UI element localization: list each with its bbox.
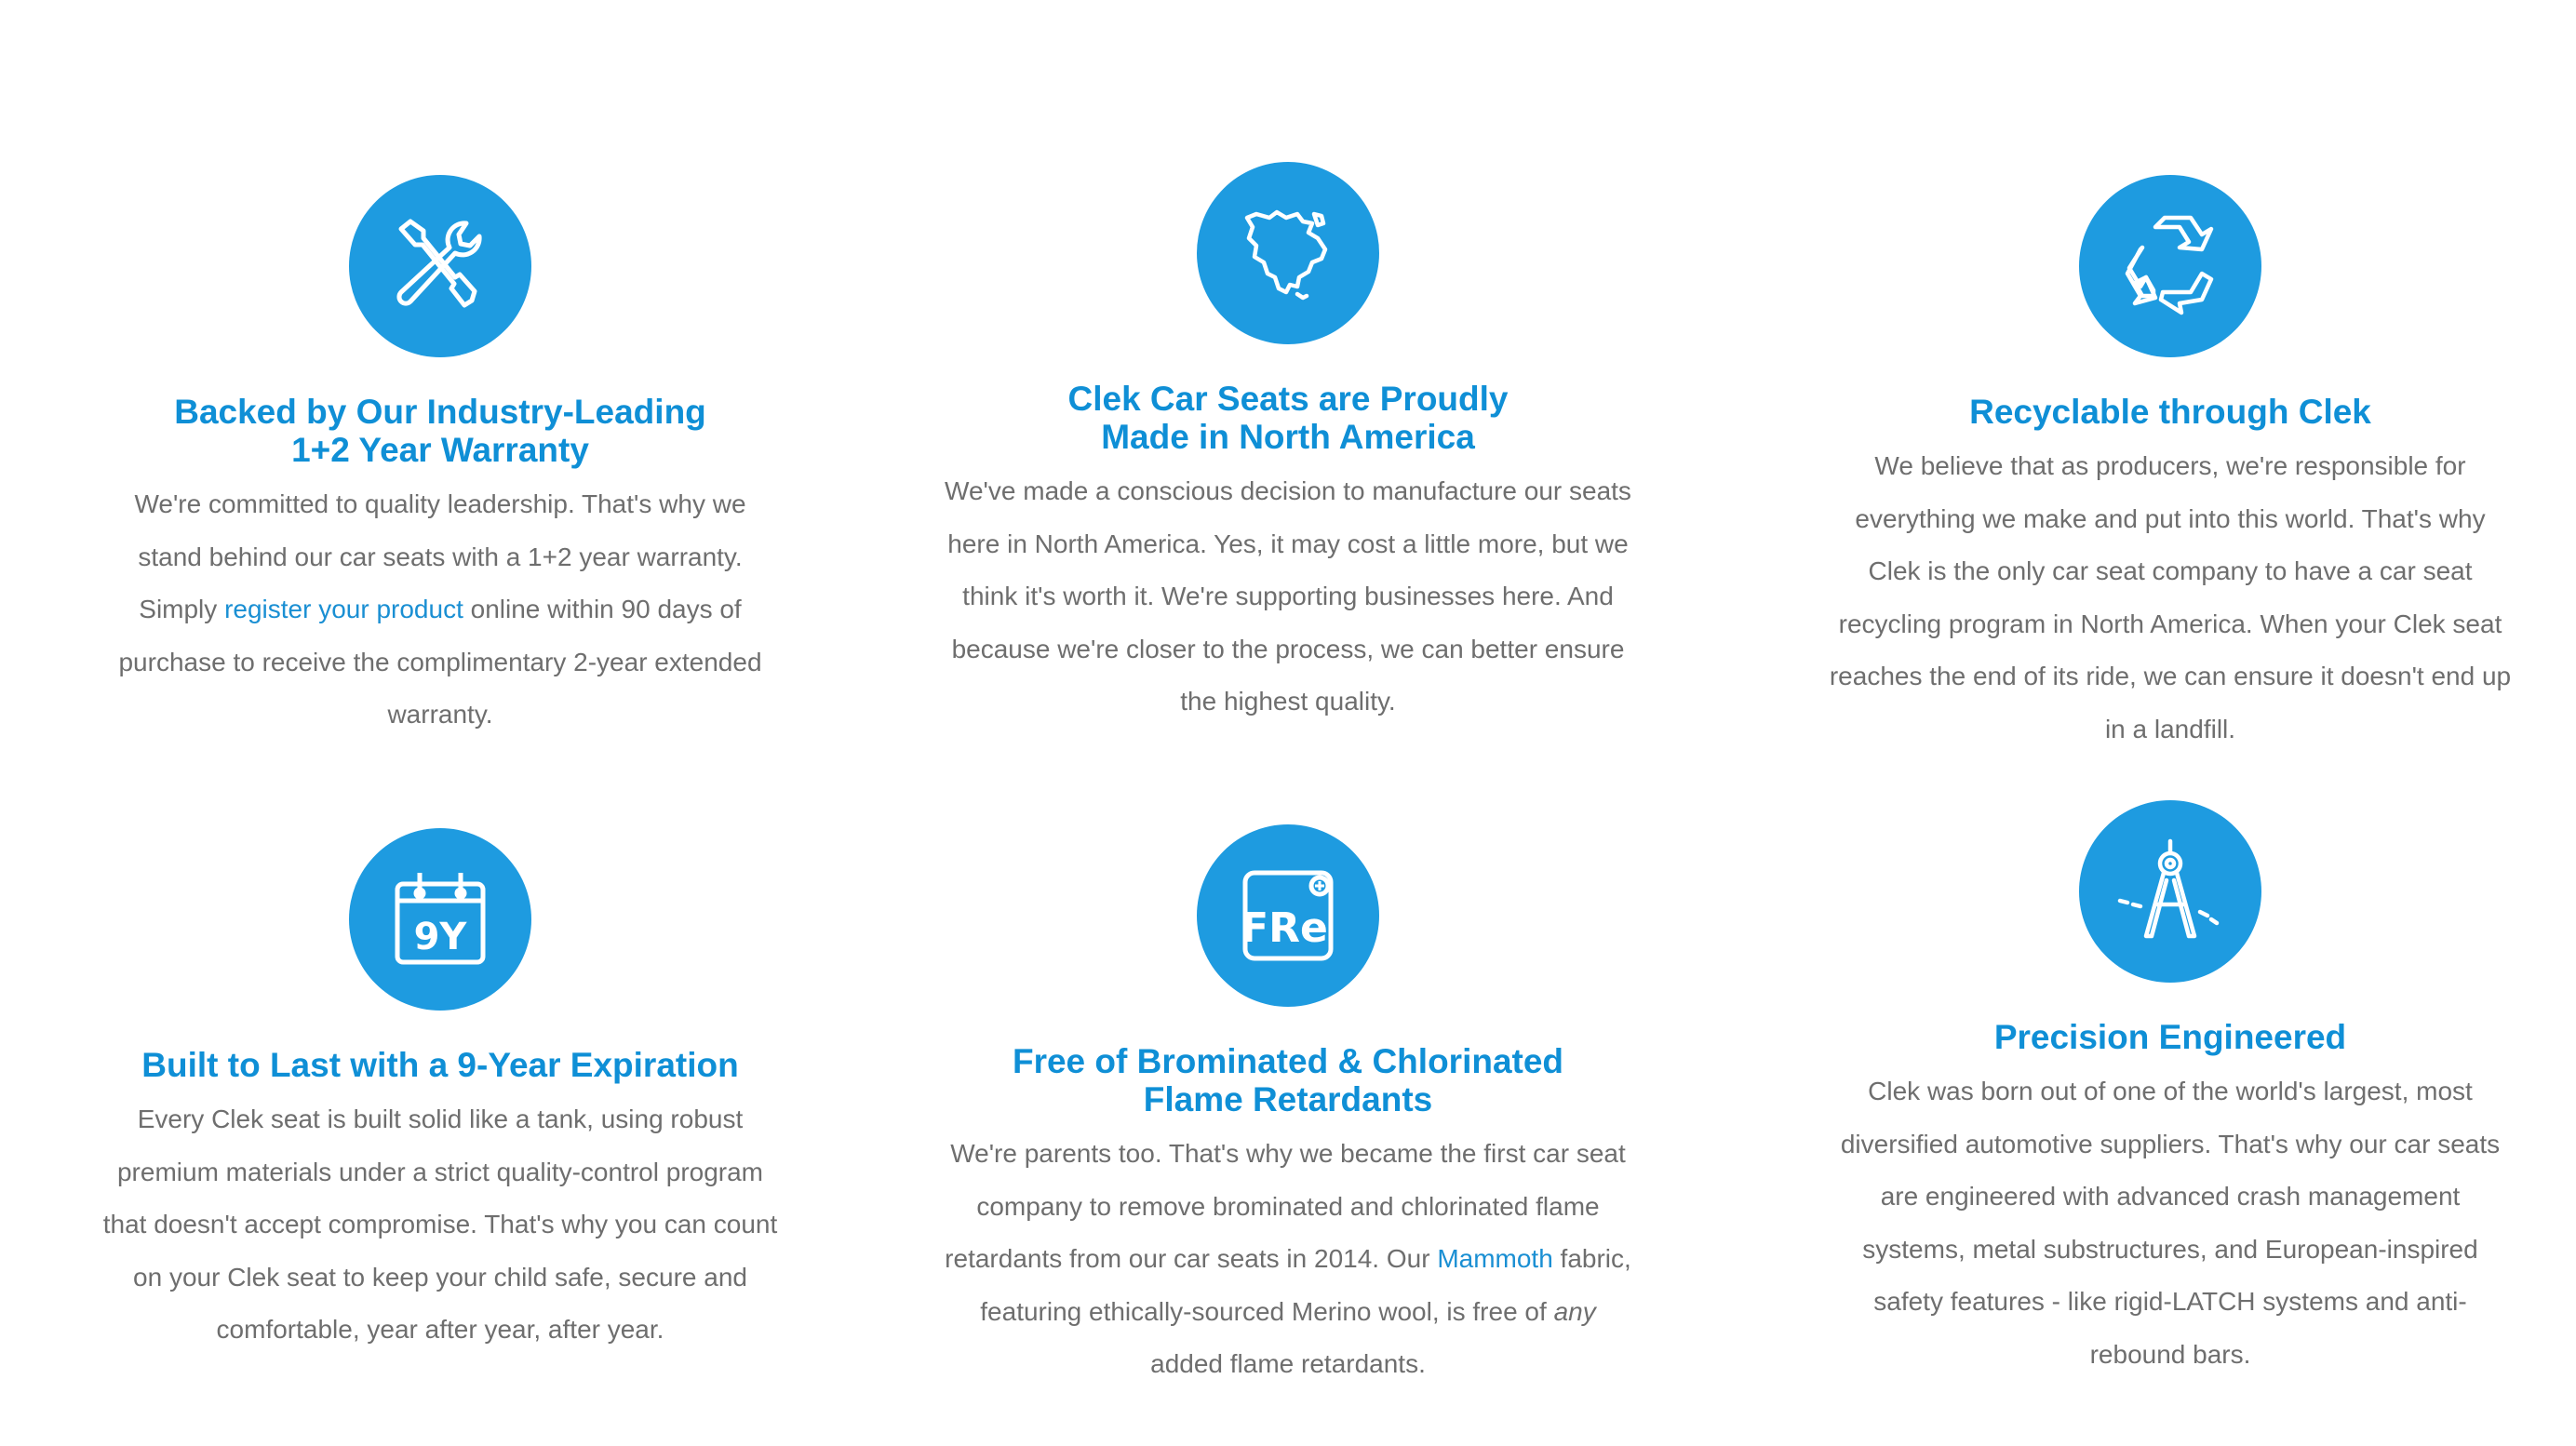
mammoth-link[interactable]: Mammoth [1437, 1244, 1553, 1273]
svg-text:9Y: 9Y [413, 916, 467, 958]
register-product-link[interactable]: register your product [224, 595, 463, 623]
feature-body: We're committed to quality leadership. That's why we stand behind our car seats with a 1+2 year warranty. Simply register your product online within 90 days of purchase to receive the complimentary 2-year extended warranty. [118, 489, 762, 729]
compass-icon [2079, 800, 2261, 983]
feature-body: We've made a conscious decision to manufacture our seats here in North America. Yes, it may cost a little more, but we think it's worth it. We're supporting businesses here. And because we're closer to the process, we can better ensure the highest quality. [945, 476, 1631, 716]
feature-north-america [934, 162, 1642, 729]
feature-nine-year [87, 828, 794, 1357]
wrench-screwdriver-icon [349, 175, 531, 357]
feature-recyclable [1817, 175, 2524, 756]
feature-precision [1817, 800, 2524, 1381]
feature-title: Built to Last with a 9-Year Expiration [141, 1046, 739, 1084]
calendar-9y-icon [349, 828, 531, 1011]
svg-text:FRe: FRe [1241, 904, 1328, 952]
recycle-icon [2079, 175, 2261, 357]
fre-icon [1197, 824, 1379, 1007]
feature-title: Free of Brominated & Chlorinated Flame Retardants [1012, 1042, 1564, 1118]
feature-body: We believe that as producers, we're responsible for everything we make and put into this world. That's why Clek is the only car seat company to have a car seat recycling program in North America. When your Clek seat reaches the end of its ride, we can ensure it doesn't end up in a landfill. [1829, 451, 2512, 743]
feature-title: Backed by Our Industry-Leading 1+2 Year Warranty [174, 393, 706, 469]
feature-body: Every Clek seat is built solid like a tank, using robust premium materials under a strict quality-control program that doesn't accept compromise. That's why you can count on your Clek seat to keep your child safe, secure and comfortable, year after year, after year. [102, 1105, 778, 1344]
feature-title: Recyclable through Clek [1969, 393, 2371, 431]
feature-title: Clek Car Seats are Proudly Made in North America [1067, 380, 1509, 456]
feature-body: Clek was born out of one of the world's largest, most diversified automotive suppliers. That's why our car seats are engineered with advanced crash management systems, metal substructures, and European-inspired safety features - like rigid-LATCH systems and anti-rebound bars. [1840, 1077, 2501, 1369]
feature-title: Precision Engineered [1993, 1018, 2347, 1056]
feature-body: We're parents too. That's why we became the first car seat company to remove brominated and chlorinated flame retardants from our car seats in 2014. Our Mammoth fabric, featuring ethically-sourced Merino wool, is free of any added flame retardants. [945, 1139, 1631, 1378]
feature-flame-retardants [934, 824, 1642, 1391]
north-america-icon [1197, 162, 1379, 344]
feature-warranty [87, 175, 794, 742]
